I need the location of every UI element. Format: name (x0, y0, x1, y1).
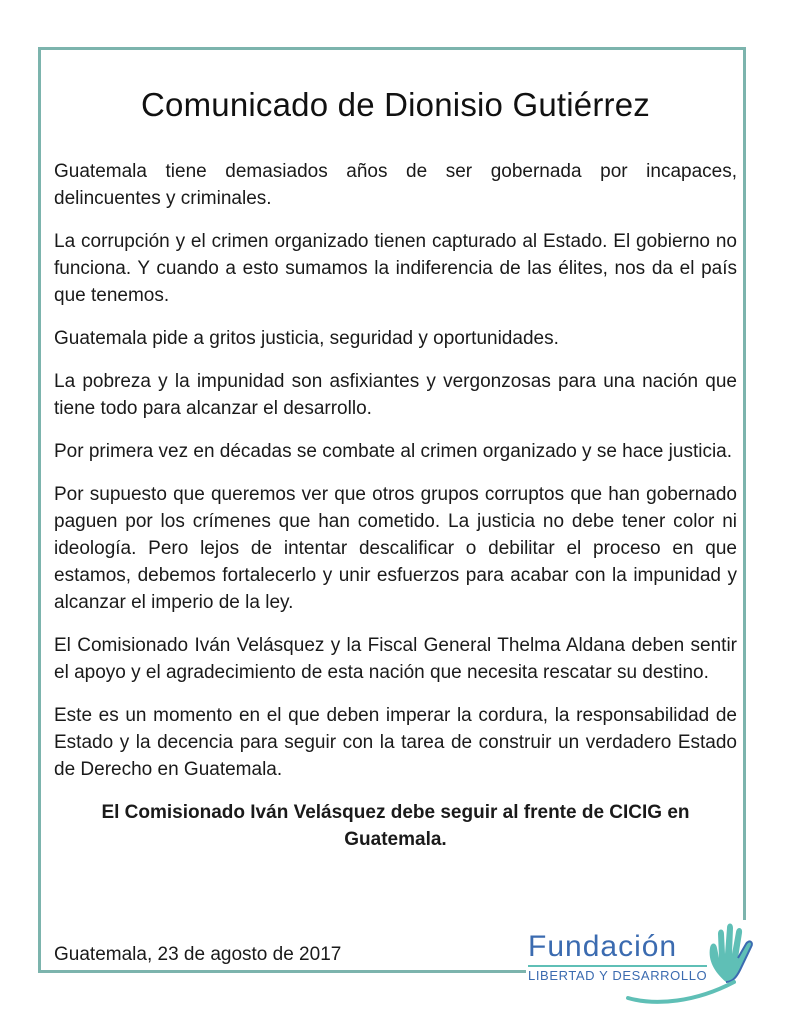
logo-name: Fundación (528, 930, 678, 963)
paragraph: Guatemala tiene demasiados años de ser gobernada por incapaces, delincuentes y criminales. (54, 161, 737, 209)
paragraph: Por primera vez en décadas se combate al crimen organizado y se hace justicia. (54, 441, 733, 462)
place-date: Guatemala, 23 de agosto de 2017 (54, 944, 347, 966)
paragraph: La corrupción y el crimen organizado tienen capturado al Estado. El gobierno no funciona. Y cuando a esto sumamos la indiferencia de las élites, nos da el país que tenemos. (54, 231, 737, 306)
logo-subtitle: LIBERTAD Y DESARROLLO (528, 965, 707, 983)
paragraph: La pobreza y la impunidad son asfixiantes y vergonzosas para una nación que tiene todo para alcanzar el desarrollo. (54, 371, 737, 419)
foundation-logo (526, 920, 764, 1008)
paragraph: Guatemala pide a gritos justicia, seguridad y oportunidades. (54, 328, 559, 349)
paragraph: El Comisionado Iván Velásquez y la Fiscal General Thelma Aldana deben sentir el apoyo y el agradecimiento de esta nación que necesita rescatar su destino. (54, 635, 737, 683)
document-body (54, 158, 737, 869)
document-title: Comunicado de Dionisio Gutiérrez (141, 86, 650, 123)
swoosh-decoration (626, 980, 736, 1004)
paragraph: Este es un momento en el que deben imperar la cordura, la responsabilidad de Estado y la decencia para seguir con la tarea de construir un verdadero Estado de Derecho en Guatemala. (54, 705, 737, 780)
paragraph: Por supuesto que queremos ver que otros grupos corruptos que han gobernado paguen por los crímenes que han cometido. La justicia no debe tener color ni ideología. Pero lejos de intentar descalificar o debilitar el proceso en que estamos, debemos fortalecerlo y unir esfuerzos para acabar con la impunidad y alcanzar el imperio de la ley. (54, 484, 737, 613)
closing-statement: El Comisionado Iván Velásquez debe seguir al frente de CICIG en Guatemala. (101, 802, 690, 850)
